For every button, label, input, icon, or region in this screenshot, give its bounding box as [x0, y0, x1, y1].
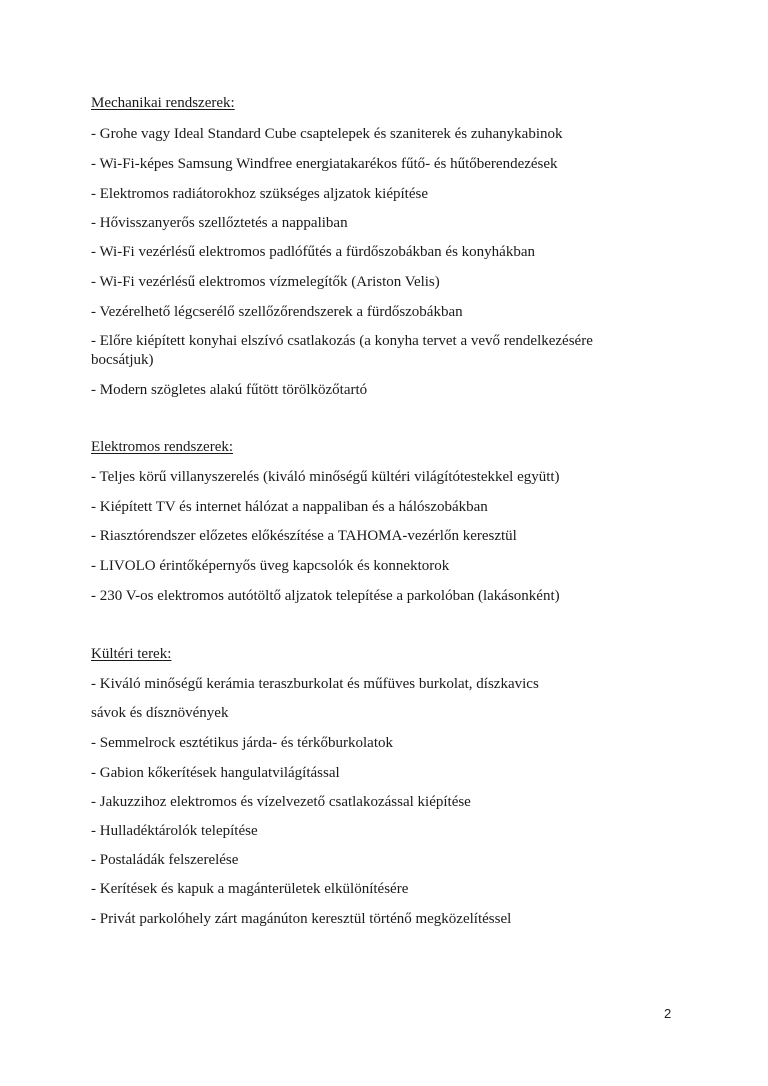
list-item-continuation: sávok és dísznövények — [91, 705, 229, 721]
list-item: - Privát parkolóhely zárt magánúton keresztül történő megközelítéssel — [91, 911, 512, 927]
page-number: 2 — [664, 1006, 672, 1021]
list-item: - Hővisszanyerős szellőztetés a nappaliban — [91, 215, 348, 231]
list-item: - Elektromos radiátorokhoz szükséges aljzatok kiépítése — [91, 186, 428, 202]
list-item: - Grohe vagy Ideal Standard Cube csaptelepek és szaniterek és zuhanykabinok — [91, 126, 563, 142]
list-item: - Hulladéktárolók telepítése — [91, 823, 258, 839]
list-item: - Kiépített TV és internet hálózat a nappaliban és a hálószobákban — [91, 499, 488, 515]
list-item: - Wi-Fi-képes Samsung Windfree energiatakarékos fűtő- és hűtőberendezések — [91, 156, 558, 172]
section-heading-electrical: Elektromos rendszerek: — [91, 439, 234, 455]
section-heading-outdoor: Kültéri terek: — [91, 646, 172, 662]
list-item: - 230 V-os elektromos autótöltő aljzatok telepítése a parkolóban (lakásonként) — [91, 588, 560, 604]
list-item: - Jakuzzihoz elektromos és vízelvezető csatlakozással kiépítése — [91, 794, 471, 810]
list-item: - Teljes körű villanyszerelés (kiváló minőségű kültéri világítótestekkel együtt) — [91, 469, 560, 485]
list-item: - Postaládák felszerelése — [91, 852, 239, 868]
section-heading-mechanical: Mechanikai rendszerek: — [91, 95, 235, 111]
list-item: - Modern szögletes alakú fűtött törölközőtartó — [91, 382, 368, 398]
list-item: - Gabion kőkerítések hangulatvilágítással — [91, 765, 340, 781]
list-item: - Kerítések és kapuk a magánterületek elkülönítésére — [91, 881, 409, 897]
list-item: - Semmelrock esztétikus járda- és térkőburkolatok — [91, 735, 393, 751]
list-item: - Wi-Fi vezérlésű elektromos padlófűtés a fürdőszobákban és konyhákban — [91, 244, 535, 260]
list-item: - Riasztórendszer előzetes előkészítése a TAHOMA-vezérlőn keresztül — [91, 528, 517, 544]
list-item: - Kiváló minőségű kerámia teraszburkolat és műfüves burkolat, díszkavics — [91, 676, 539, 692]
list-item: - Vezérelhető légcserélő szellőzőrendszerek a fürdőszobákban — [91, 304, 463, 320]
list-item: - Wi-Fi vezérlésű elektromos vízmelegítők (Ariston Velis) — [91, 274, 440, 290]
list-item: - LIVOLO érintőképernyős üveg kapcsolók és konnektorok — [91, 558, 450, 574]
list-item: - Előre kiépített konyhai elszívó csatlakozás (a konyha tervet a vevő rendelkezésére — [91, 333, 593, 349]
list-item-continuation: bocsátjuk) — [91, 352, 154, 368]
